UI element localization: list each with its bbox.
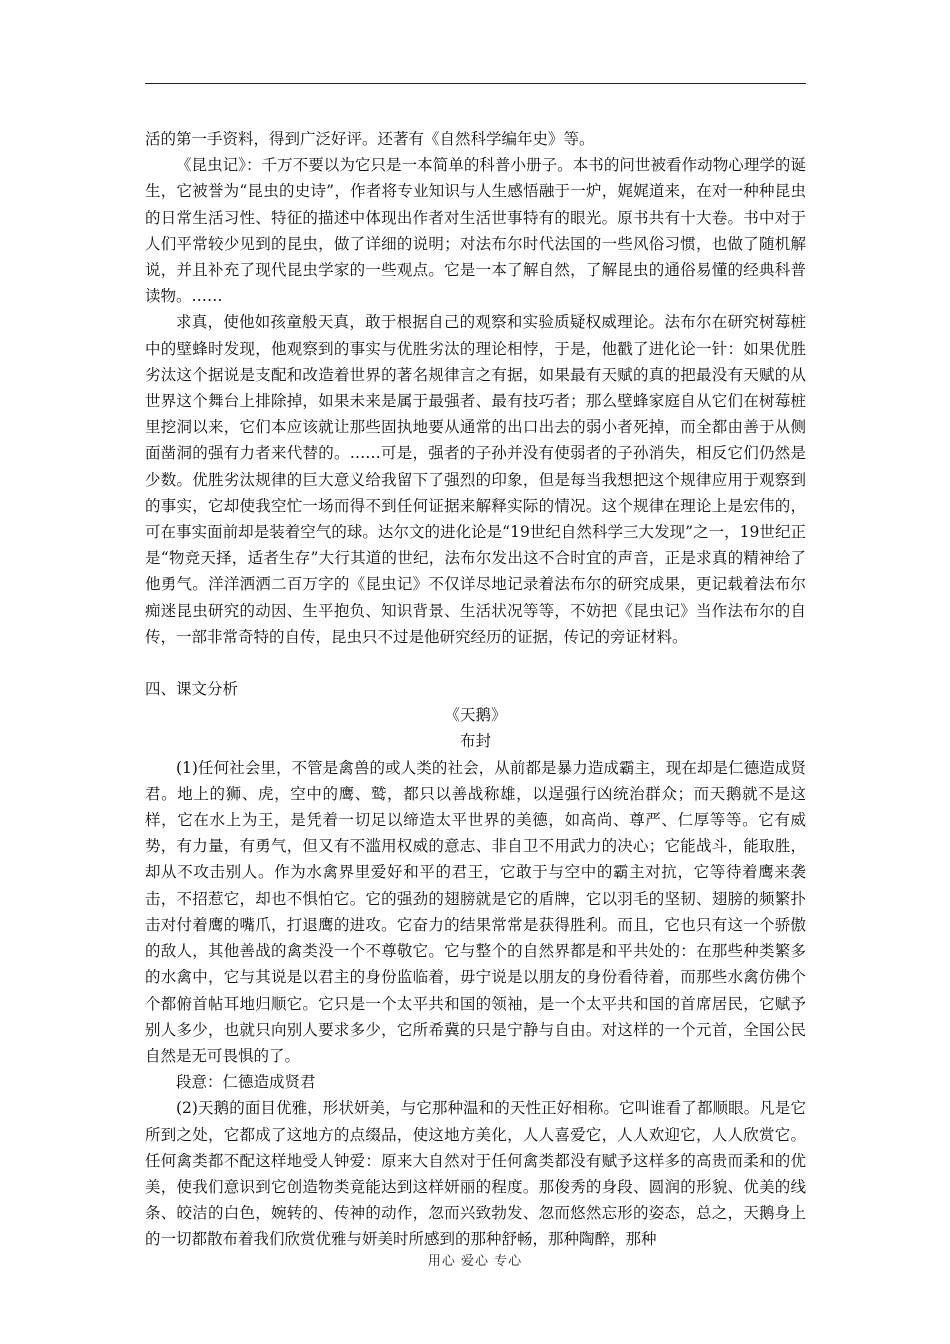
section-heading: 四、课文分析 [145,680,239,699]
header-rule [145,83,806,84]
text-title: 《天鹅》 [444,706,507,725]
paragraph-spacer [145,650,806,676]
paragraph-seeking-truth: 求真，使他如孩童般天真，敢于根据自己的观察和实验质疑权威理论。法布尔在研究树莓桩中的壁蜂时发现，他观察到的事实与优胜劣汰的理论相悖，于是，他戳了进化论一针：如果优胜劣汰这个据说是支配和改造着世界的著名规律言之有据，如果最有天赋的真的把最没有天赋的从世界这个舞台上排除掉，如果未来是属于最强者、最有技巧者；那么壁蜂家庭自从它们在树莓桩里挖洞以来，它们本应该就让那些固执地要从通常的出口出去的弱小者死掉，而全都由善于从侧面凿洞的强有力者来代替的。……可是，强者的子孙并没有使弱者的子孙消失，相反它们仍然是少数。优胜劣汰规律的巨大意义给我留下了强烈的印象，但是每当我想把这个规律应用于观察到的事实，它却使我空忙一场而得不到任何证据来解释实际的情况。这个规律在理论上是宏伟的，可在事实面前却是装着空气的球。达尔文的进化论是“19世纪自然科学三大发现”之一，19世纪正是“物竞天择，适者生存”大行其道的世纪，法布尔发出这不合时宜的声音，正是求真的精神给了他勇气。洋洋洒洒二百万字的《昆虫记》不仅详尽地记录着法布尔的研究成果，更记载着法布尔痴迷昆虫研究的动因、生平抱负、知识背景、生活状况等等，不妨把《昆虫记》当作法布尔的自传，一部非常奇特的自传，昆虫只不过是他研究经历的证据，传记的旁证材料。 [145,313,806,646]
paragraph-book-intro: 《昆虫记》：千万不要以为它只是一本简单的科普小册子。本书的问世被看作动物心理学的诞生，它被誉为“昆虫的史诗”，作者将专业知识与人生感悟融于一炉，娓娓道来，在对一种种昆虫的日常生活习性、特征的描述中体现出作者对生活世事特有的眼光。原书共有十大卷。书中对于人们平常较少见到的昆虫，做了详细的说明；对法布尔时代法国的一些风俗习惯，也做了随机解说，并且补充了现代昆虫学家的一些观点。它是一本了解自然，了解昆虫的通俗易懂的经典科普读物。…… [145,156,806,306]
paragraph-summary: 段意：仁德造成贤君 [176,1073,316,1092]
text-author: 布封 [459,732,491,751]
page-footer: 用心 爱心 专心 [427,1254,523,1269]
page-content [145,126,806,1253]
paragraph-continued: 活的第一手资料，得到广泛好评。还著有《自然科学编年史》等。 [145,130,595,148]
paragraph-swan-1: (1)任何社会里，不管是禽兽的或人类的社会，从前都是暴力造成霸主，现在却是仁德造成贤君。地上的狮、虎，空中的鹰、鹫，都只以善战称雄，以逞强行凶统治群众；而天鹅就不是这样，它在水上为王，是凭着一切足以缔造太平世界的美德，如高尚、尊严、仁厚等等。它有威势，有力量，有勇气，但又有不滥用权威的意志、非自卫不用武力的决心；它能战斗，能取胜，却从不攻击别人。作为水禽界里爱好和平的君王，它敢于与空中的霸主对抗，它等待着鹰来袭击，不招惹它，却也不惧怕它。它的强劲的翅膀就是它的盾牌，它以羽毛的坚韧、翅膀的频繁扑击对付着鹰的嘴爪，打退鹰的进攻。它奋力的结果常常是获得胜利。而且，它也只有这一个骄傲的敌人，其他善战的禽类没一个不尊敬它。它与整个的自然界都是和平共处的：在那些种类繁多的水禽中，它与其说是以君主的身份监临着，毋宁说是以朋友的身份看待着，而那些水禽仿佛个个都俯首帖耳地归顺它。它只是一个太平共和国的领袖，是一个太平共和国的首席居民，它赋予别人多少，也就只向别人要求多少，它所希冀的只是宁静与自由。对这样的一个元首，全国公民自然是无可畏惧的了。 [145,758,806,1065]
paragraph-swan-2: (2)天鹅的面目优雅，形状妍美，与它那种温和的天性正好相称。它叫谁看了都顺眼。凡是它所到之处，它都成了这地方的点缀品，使这地方美化，人人喜爱它，人人欢迎它，人人欣赏它。任何禽类都不配这样地受人钟爱：原来大自然对于任何禽类都没有赋予这样多的高贵而柔和的优美，使我们意识到它创造物类竟能达到这样妍丽的程度。那俊秀的身段、圆润的形貌、优美的线条、皎洁的白色，婉转的、传神的动作，忽而兴致勃发、忽而悠然忘形的姿态，总之，天鹅身上的一切都散布着我们欣赏优雅与妍美时所感到的那种舒畅，那种陶醉，那种 [145,1099,806,1249]
